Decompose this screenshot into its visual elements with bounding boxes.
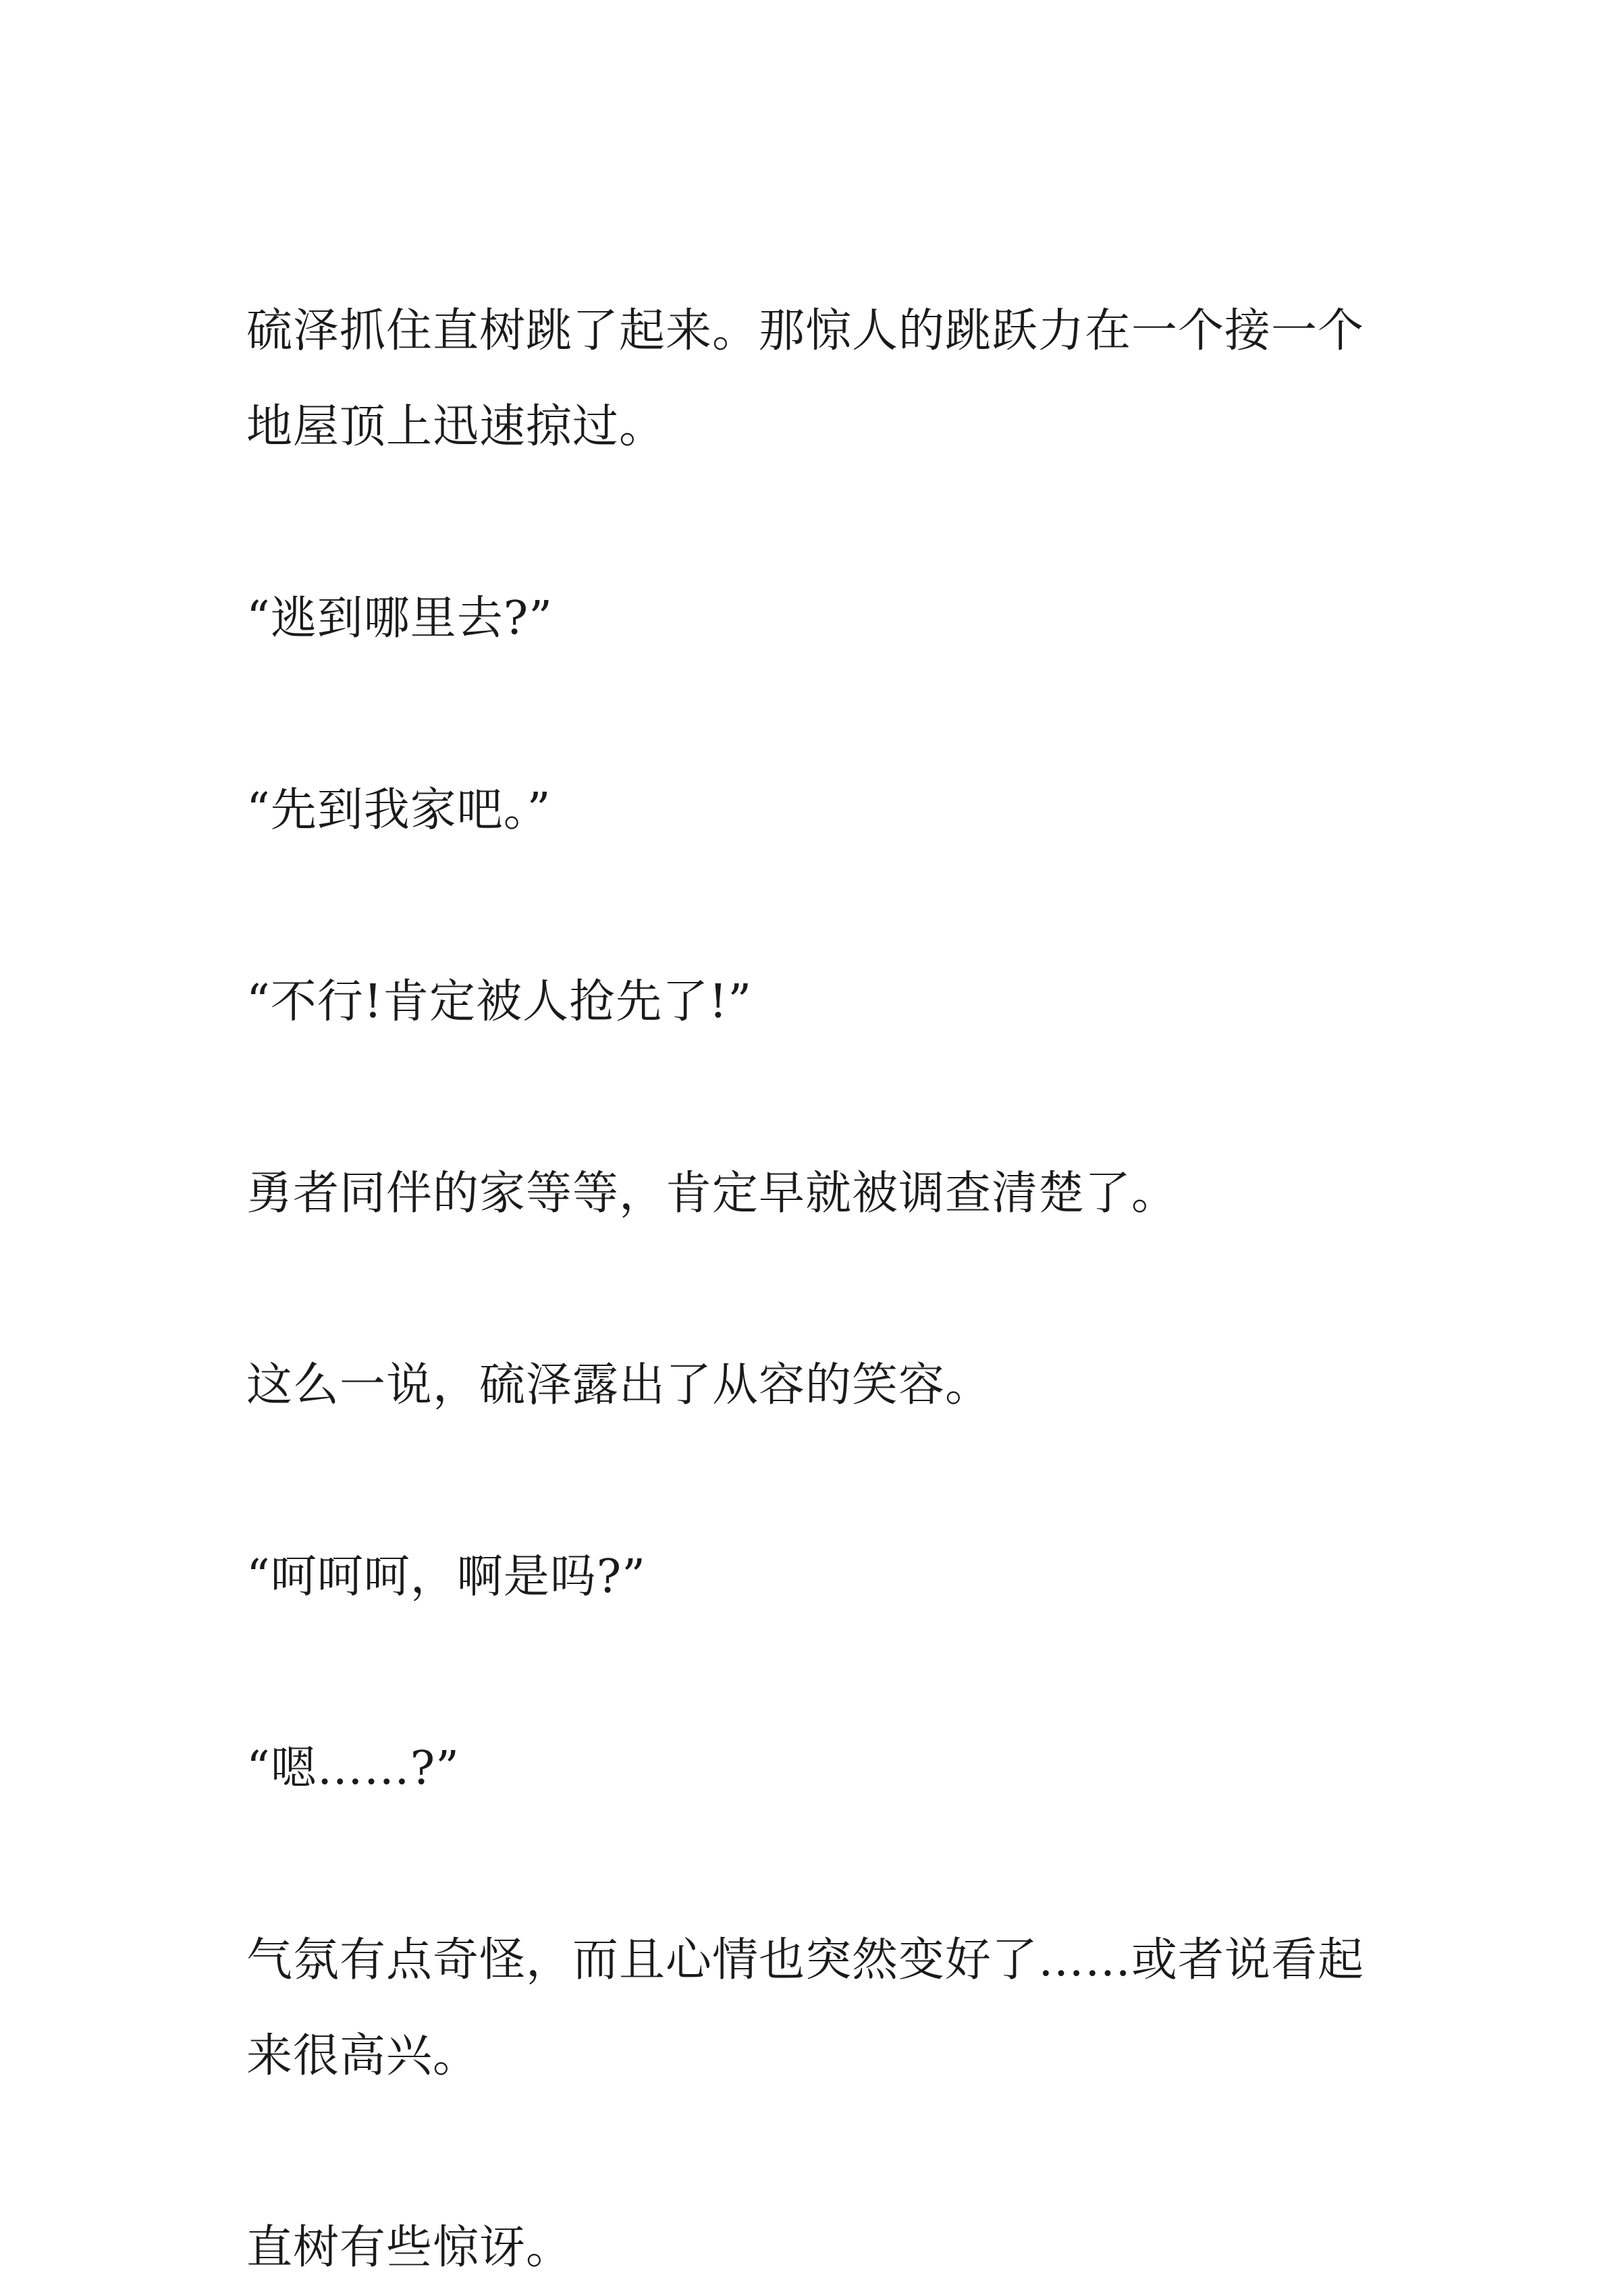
- dialogue-line: “逃到哪里去?”: [246, 592, 553, 645]
- paragraph-gap: [246, 1817, 1394, 1913]
- paragraph-gap: [246, 1242, 1394, 1338]
- paragraph: 这么一说，硫泽露出了从容的笑容。: [246, 1359, 992, 1412]
- dialogue-line: “先到我家吧。”: [246, 784, 551, 837]
- paragraph-gap: [246, 475, 1394, 571]
- paragraph-gap: [246, 2104, 1394, 2200]
- paragraph-gap: [246, 1625, 1394, 1721]
- paragraph-gap: [246, 1433, 1394, 1529]
- paragraph-gap: [246, 667, 1394, 763]
- paragraph-gap: [246, 858, 1394, 954]
- dialogue-line: “呵呵呵，啊是吗?”: [246, 1550, 646, 1604]
- dialogue-line: “嗯……?”: [246, 1742, 460, 1795]
- body-text: [246, 283, 1394, 2296]
- paragraph: 气氛有点奇怪，而且心情也突然变好了……或者说看起来很高兴。: [246, 1934, 1365, 2083]
- paragraph: 直树有些惊讶。: [246, 2221, 573, 2274]
- paragraph: 勇者同伴的家等等，肯定早就被调查清楚了。: [246, 1167, 1179, 1220]
- paragraph: 硫泽抓住直树跳了起来。那惊人的跳跃力在一个接一个地屋顶上迅速掠过。: [246, 304, 1365, 454]
- paragraph-gap: [246, 1050, 1394, 1146]
- dialogue-line: “不行!肯定被人抢先了!”: [246, 975, 753, 1029]
